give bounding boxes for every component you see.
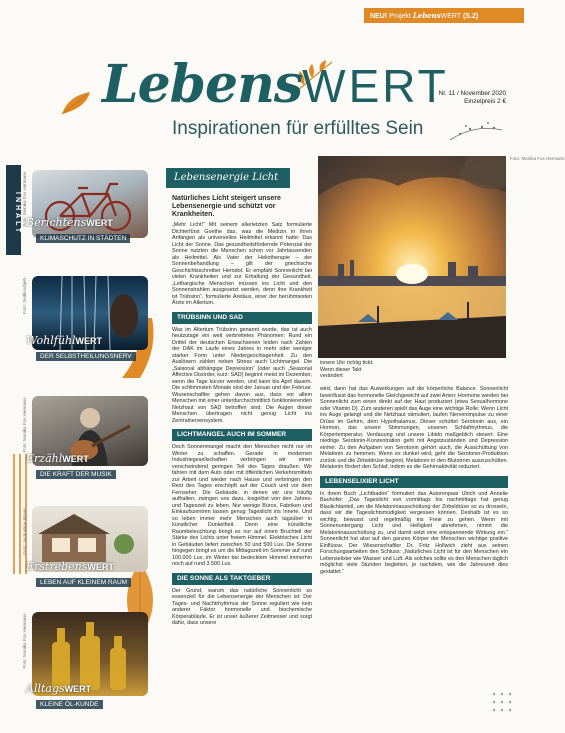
paragraph-4: Der Grund, warum das natürliche Sonnenlicht so essenziell für die Lebensenergie der Menschen ist: Der Tages- und Nachtrhythmus der Sonne reguliert wie kein anderer Faktor hormonelle und biochemische Körperabläufe. Er ist unser äußerer Zeitmesser und sorgt dafür, dass unsere: [172, 587, 312, 626]
article-ribbon: Lebensenergie Licht: [166, 168, 290, 188]
toc-item-erzaehlwert[interactable]: [22, 396, 154, 480]
badge-page: (S.2): [463, 13, 479, 20]
toc-item-berichtenswert[interactable]: [22, 170, 154, 248]
issue-price: Einzelpreis 2 €: [464, 98, 506, 105]
dots-decoration: [490, 690, 520, 726]
toc-script-2: Wohlfühl: [26, 334, 76, 347]
toc-credit-4: Foto: Jacqueline Meyer: [22, 508, 27, 555]
heading-lichtmangel: LICHTMANGEL AUCH IM SOMMER: [172, 429, 312, 441]
badge-new: NEU!: [370, 13, 388, 20]
paragraph-5a: innere Uhr richtig tickt. Wenn dieser Takt verändert: [320, 360, 374, 379]
toc-sub-4: LEBEN AUF KLEINEM RAUM: [36, 578, 131, 587]
toc-caps-1: WERT: [86, 218, 113, 228]
paragraph-2: Was im Altertum Trübsinn genannt wurde, das ist auch heutzutage ein weit verbreitetes Phänomen: Rund ein Drittel der deutschen Erwachsenen leiden nach Zahlen der DAK im Laufe eines Jahres in mehr oder weniger starker Form unter Niedergeschlagenheit. Zu den Auslösern zählen neben Stress auch Lichtmangel. Die „Saisonal abhängige Depression“ (oder auch „Seasonal Affective Disorder, kurz: SAD) beginnt meist im Dezember, wenn die Tage kürzer werden, und kann bis April dauern. Die schlimmsten Monate sind der Januar und der Februar. Wissenschaftler gehen davon aus, dass vor allem Menschen mit einer unterdurchschnittlich funktionierenden Netzhaut von SAD betroffen sind. Die Augen dieser Menschen übertragen nicht genug Licht ins Zentralnervensystem.: [172, 326, 312, 424]
toc-sub-5: KLEINE ÖL-KUNDE: [36, 700, 103, 709]
toc-script-4: Erstrebens: [26, 560, 88, 573]
toc-item-wohlfuehlwert[interactable]: [22, 276, 154, 362]
magazine-logo: [102, 54, 449, 114]
magazine-subtitle: Inspirationen für erfülltes Sein: [172, 118, 424, 139]
sunset-photo: [318, 156, 506, 358]
paragraph-5b: wird, dann hat das Auswirkungen auf die körperliche Balance. Sonnenlicht beeinflusst das hormonelle Gleichgewicht auf zwei Arten: Hormone werden bei Sonnenlicht zum einen direkt auf der Haut produziert (etwa Sexualhormone oder Vitamin D). Zum anderen spielt das Auge eine wichtige Rolle: Wenn Licht ins Auge gelangt und die Netzhaut stimuliert, laufen Nervenimpulse zu einer Drüse im Gehirn, dem Hypothalamus. Dieser schüttet Serotonin aus, ein Hormon, das unsere Stimmungen, unseren Schlafrhythmus, die Körpertemperatur, Verdauung und unsere Libido maßgeblich steuert. Eine niedrige Serotonin-Konzentration geht mit Angstzuständen und Depression einher. Zu den Aufgaben von Serotonin gehört auch, die Ausschüttung von Melatonin zu hemmen. Wenn es dunkel wird, geht die Serotonin-Produktion zurück und die Zirbeldrüse beginnt, Melatonin in den Blutstrom auszuschütten. Melatonin fördert den Schlaf, indem es die Gehirnaktivität reduziert.: [320, 386, 508, 470]
logo-script: Lebens: [102, 54, 303, 115]
heading-truebsinn: TRÜBSINN UND SAD: [172, 312, 312, 324]
issue-number: Nr. 11 / November 2020: [438, 90, 506, 97]
article-column-1: [172, 195, 312, 627]
toc-title-3: [26, 452, 89, 465]
paragraph-3: Doch Sonnenmangel macht den Menschen nicht nur im Winter zu schaffen. Gerade in modernen Industriegesellschaften verbringen wir einen verschwindend geringen Teil des Tages draußen. Wir fahren mit dem Auto oder mit öffentlichen Verkehrsmitteln zur Arbeit und wieder nach Hause und verbringen den Rest des Tages erschöpft auf der Couch und vor dem Fernseher. Die Gebäude, in denen wir uns häufig aufhalten, zwingen uns dazu, losgelöst von den Jahres- und Tageszeit zu leben. Nur wenige Büros, Fabriken und Einkaufszentren lassen genug Tageslicht ins Innere. Und so leben immer mehr Menschen auch tagsüber in künstlicher Dunkelheit. Denn eine künstliche Raumbeleuchtung bringt es nur auf einen Bruchteil der Stärke des Lichts unter freiem Himmel. Elektrisches Licht in Gebäuden liefert zwischen 50 und 500 Lux. Die Sonne hingegen bringt es um die Mittagszeit im Sommer auf rund 100.000 Lux, im Winter bei bedecktem Himmel immerhin noch auf rund 3.500 Lux.: [172, 444, 312, 567]
article-column-2: [320, 386, 508, 575]
new-project-badge: [364, 8, 524, 23]
toc-script-5: Alltags: [26, 682, 65, 695]
heading-taktgeber: DIE SONNE ALS TAKTGEBER: [172, 573, 312, 585]
inhalt-label: INHALT: [6, 165, 21, 255]
badge-projekt: Projekt: [389, 13, 411, 20]
toc-script-1: Berichtens: [26, 216, 87, 229]
toc-caps-3: WERT: [62, 454, 89, 464]
paragraph-6: In ihrem Buch „Lichtbaden“ formuliert das Autorenpaar Ulrich und Annelie Bauhofer: „Das Tageslicht von vormittags bis nachmittags hat genug Blaulichtanteil, um die Melatoninausschüttung der Zirbeldrüse so zu drosseln, dass wir die Tageslichtsmüdigkeit vergessen können. Deshalb ist es so wichtig, bewusst und regelmäßig ins Freie zu gehen. Wenn mit Sonnenuntergang Licht und Helligkeit abnehmen, nimmt die Melatoninausschüttung zu, und damit setzt eine entspannende Wirkung ein.“ Sonnenlicht hat also auf den ganzen Körper der Menschen wichtige positive Einflüsse. Der Wissenschaftler Dr. Fritz Hollwich zieht aus seinen Forschungsarbeiten den Schluss: „Natürliches Licht ist für den Menschen ein Lebenselixier wie Wasser und Luft. Als solches sollte es den Menschen täglich möglichst viele Stunden begleiten, je nachdem, wie die Jahreszeit dies gestattet.“: [320, 490, 508, 575]
photo-credit: Foto: Monika Fox Hermann: [510, 156, 565, 161]
branch-decoration-icon: [448, 120, 504, 144]
toc-title-4: [26, 560, 114, 573]
article-column-2-intro: [320, 360, 376, 380]
toc-credit-1: Foto: Monika Fox Hermann: [22, 172, 27, 227]
toc-credit-2: Foto: Sedikoubjeh: [22, 278, 27, 315]
toc-item-alltagswert[interactable]: [22, 612, 154, 712]
toc-credit-3: Foto: Monika Fox Hermann: [22, 398, 27, 453]
toc-script-3: Erzähl: [26, 452, 63, 465]
sunset-river-icon: [318, 156, 506, 358]
toc-title-2: [26, 334, 102, 347]
toc-item-erstrebenswert[interactable]: [22, 506, 154, 586]
issue-info: [436, 90, 506, 106]
heading-lebenselixier: LEBENSELIXIER LICHT: [320, 476, 508, 488]
toc-sub-2: DER SELBSTHEILUNGSNERV: [36, 352, 136, 361]
badge-word: Lebens: [412, 11, 441, 20]
badge-word2: WERT: [440, 13, 462, 20]
leaf-decoration-icon: [60, 90, 94, 116]
toc-sub-3: DIE KRAFT DER MUSIK: [36, 470, 116, 479]
toc-caps-5: WERT: [64, 684, 92, 694]
logo-caps: WERT: [302, 60, 449, 112]
article-lead: Natürliches Licht steigert unsere Lebensenergie und schützt vor Krankheiten.: [172, 195, 281, 218]
paragraph-1: „Mehr Licht!“ Mit seinem allerletzten Satz formulierte Dichterfürst Goethe das, was die Medizin in ihren Anfängen als universelles Heilmittel erkannt hatte: Das Licht der Sonne. Das gesundheitsfördernde Potenzial der Sonne nutzten die Menschen schon vor Jahrtausenden als Heilmittel. Als Vater der Heliotherapie – der Sonnenbehandlung – gilt der griechische Geschichtsschreiber Herodot. Er empfahl Sonnenlicht bei vielen Krankheiten und zur Erhaltung der Gesundheit. „Lethargische Menschen müssen ins Licht und den Sonnenstrahlen ausgesetzt werden, denn ihre Krankheit ist Trübsinn“, formulierte Aretäus, einer der berühmtesten Ärzte im Altertum.: [172, 222, 312, 306]
toc-title-5: [26, 682, 91, 695]
toc-caps-4: WERT: [87, 562, 114, 572]
toc-credit-5: Foto: Monika Fox Hermann: [22, 614, 27, 669]
toc-caps-2: WERT: [75, 336, 103, 346]
toc-title-1: [26, 216, 113, 229]
toc-sub-1: KLIMASCHUTZ IN STÄDTEN: [36, 234, 130, 243]
